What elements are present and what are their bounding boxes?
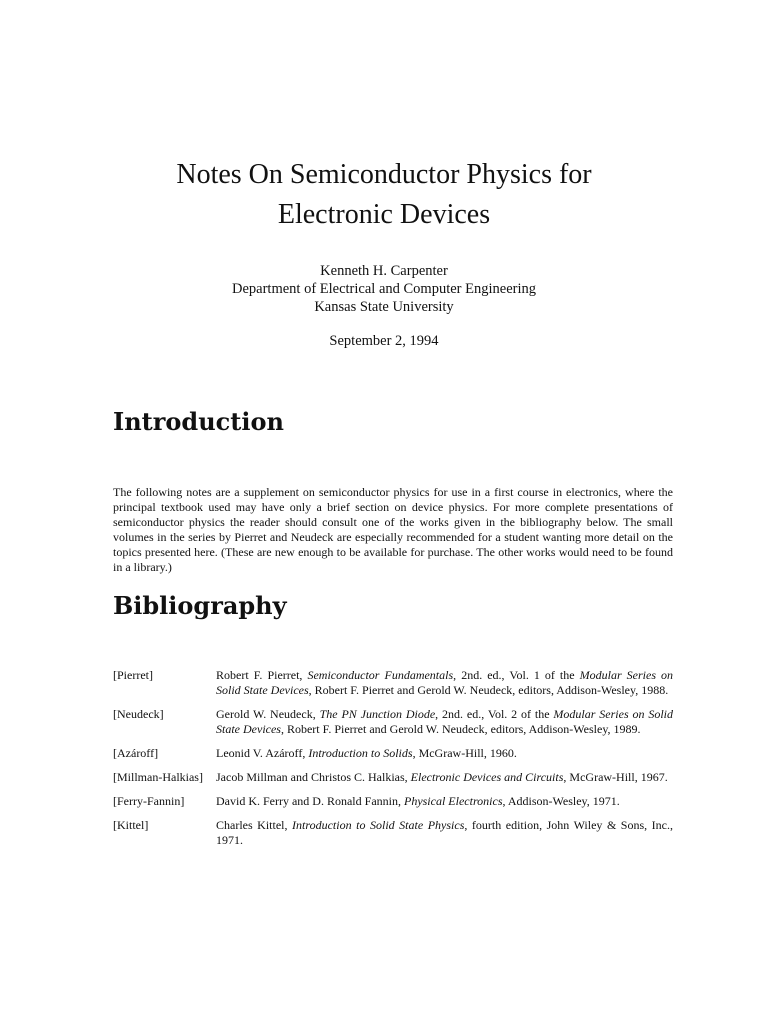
- bibliography-entry-segment: , Addison-Wesley, 1971.: [502, 794, 620, 808]
- bibliography-entry-segment: Leonid V. Azároff,: [216, 746, 309, 760]
- bibliography-entry-segment: , Robert F. Pierret and Gerold W. Neudeck, editors, Addison-Wesley, 1989.: [280, 722, 641, 736]
- bibliography-entry-key: [Kittel]: [113, 818, 149, 832]
- document-date: September 2, 1994: [329, 333, 439, 349]
- bibliography-entry-title: Modular Series on Solid State Devices: [216, 668, 674, 697]
- document-title-line-1: Notes On Semiconductor Physics for: [176, 159, 592, 190]
- bibliography-entry: [113, 746, 673, 761]
- bibliography-entry-segment: David K. Ferry and D. Ronald Fannin,: [216, 794, 404, 808]
- bibliography-list: [113, 668, 673, 857]
- bibliography-entry-key: [Millman-Halkias]: [113, 770, 203, 784]
- bibliography-entry-segment: , 2nd. ed., Vol. 1 of the: [453, 668, 580, 682]
- bibliography-entry-title: Physical Electronics: [403, 794, 503, 808]
- bibliography-entry-text: [216, 707, 673, 737]
- bibliography-entry-segment: , McGraw-Hill, 1967.: [563, 770, 668, 784]
- bibliography-entry-segment: , Robert F. Pierret and Gerold W. Neudeck, editors, Addison-Wesley, 1988.: [308, 683, 669, 697]
- bibliography-entry-text: [216, 818, 673, 848]
- bibliography-entry-key: [Azároff]: [113, 746, 159, 760]
- bibliography-entry-text: [216, 668, 673, 698]
- bibliography-entry-title: The PN Junction Diode: [319, 707, 436, 721]
- bibliography-heading: Bibliography: [113, 591, 287, 620]
- bibliography-entry-segment: Charles Kittel,: [216, 818, 293, 832]
- bibliography-entry-segment: Jacob Millman and Christos C. Halkias,: [216, 770, 411, 784]
- bibliography-entry: [113, 794, 673, 809]
- bibliography-entry-segment: , McGraw-Hill, 1960.: [412, 746, 517, 760]
- bibliography-entry-segment: Gerold W. Neudeck,: [216, 707, 320, 721]
- bibliography-entry-segment: , fourth edition, John Wiley & Sons, Inc., 1971.: [216, 818, 674, 847]
- bibliography-entry-title: Introduction to Solids: [308, 746, 413, 760]
- bibliography-entry-title: Electronic Devices and Circuits: [410, 770, 564, 784]
- document-title: [0, 155, 768, 235]
- bibliography-entry-key: [Neudeck]: [113, 707, 164, 721]
- introduction-paragraph: The following notes are a supplement on semiconductor physics for use in a first course in electronics, where the principal textbook used may have only a brief section on device physics. For more complete presentations of semiconductor physics the reader should consult one of the works given in the bibliography below. The small volumes in the series by Pierret and Neudeck are especially recommended for a student wanting more detail on the topics presented here. (These are new enough to be available for purchase. The other works would need to be found in a library.): [113, 485, 673, 574]
- bibliography-entry-segment: , 2nd. ed., Vol. 2 of the: [435, 707, 554, 721]
- introduction-heading: Introduction: [113, 407, 284, 436]
- bibliography-entry: [113, 668, 673, 698]
- bibliography-entry-text: [216, 770, 673, 785]
- document-title-line-2: Electronic Devices: [277, 199, 491, 230]
- bibliography-entry-text: [216, 746, 673, 761]
- author-university: Kansas State University: [314, 299, 454, 315]
- bibliography-entry-title: Introduction to Solid State Physics: [292, 818, 465, 832]
- bibliography-entry-text: [216, 794, 673, 809]
- author-block: [0, 262, 768, 316]
- bibliography-entry-key: [Pierret]: [113, 668, 153, 682]
- bibliography-entry-segment: Robert F. Pierret,: [216, 668, 308, 682]
- bibliography-entry: [113, 707, 673, 737]
- bibliography-entry: [113, 770, 673, 785]
- author-name: Kenneth H. Carpenter: [320, 263, 448, 279]
- bibliography-entry-title: Semiconductor Fundamentals: [307, 668, 454, 682]
- bibliography-entry: [113, 818, 673, 848]
- author-department: Department of Electrical and Computer Engineering: [232, 281, 536, 297]
- bibliography-entry-title: Modular Series on Solid State Devices: [216, 707, 674, 736]
- bibliography-entry-key: [Ferry-Fannin]: [113, 794, 185, 808]
